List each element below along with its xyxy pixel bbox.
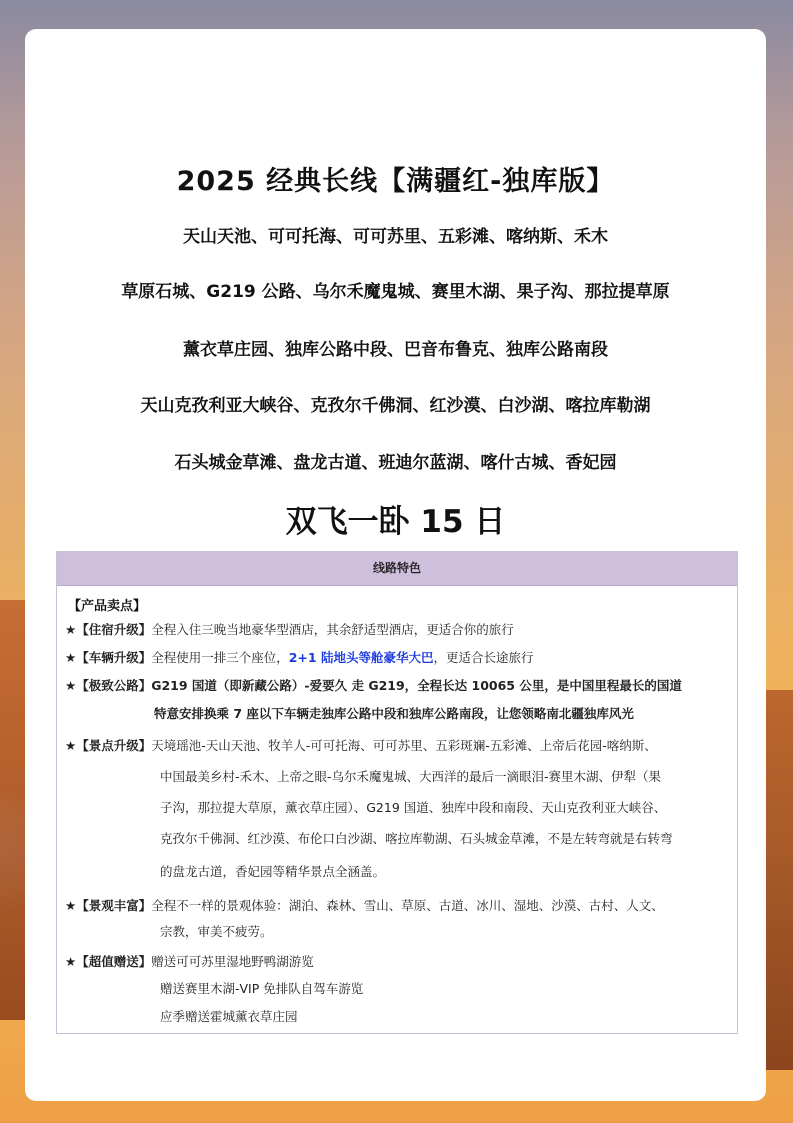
feature-text: ，更适合长途旅行 bbox=[433, 650, 534, 665]
feature-item-accommodation bbox=[65, 620, 514, 638]
features-header: 线路特色 bbox=[57, 552, 737, 586]
feature-label: ★【极致公路】 bbox=[65, 678, 152, 693]
route-line-4: 天山克孜利亚大峡谷、克孜尔千佛洞、红沙漠、白沙湖、喀拉库勒湖 bbox=[140, 396, 651, 416]
feature-item-road bbox=[65, 676, 682, 694]
feature-item-attractions bbox=[65, 736, 657, 754]
feature-label: ★【景点升级】 bbox=[65, 738, 152, 753]
route-line-1: 天山天池、可可托海、可可苏里、五彩滩、喀纳斯、禾木 bbox=[183, 227, 608, 247]
document-card bbox=[25, 29, 766, 1101]
feature-text-cont: 应季赠送霍城薰衣草庄园 bbox=[160, 1009, 298, 1024]
page-title: 2025 经典长线【满疆红-独库版】 bbox=[176, 166, 615, 197]
feature-label: ★【住宿升级】 bbox=[65, 622, 152, 637]
feature-item-gifts bbox=[65, 952, 314, 970]
feature-text-cont: 特意安排换乘 7 座以下车辆走独库公路中段和独库公路南段，让您领略南北疆独库风光 bbox=[154, 706, 634, 721]
trip-duration: 双飞一卧 15 日 bbox=[285, 504, 506, 540]
feature-text: 全程使用一排三个座位， bbox=[151, 650, 289, 665]
feature-item-vehicle bbox=[65, 648, 533, 666]
feature-text: 赠送可可苏里湿地野鸭湖游览 bbox=[151, 954, 314, 969]
feature-text-cont: 中国最美乡村-禾木、上帝之眼-乌尔禾魔鬼城、大西洋的最后一滴眼泪-赛里木湖、伊犁（果 bbox=[160, 769, 662, 784]
feature-text: 全程入住三晚当地豪华型酒店，其余舒适型酒店，更适合你的旅行 bbox=[151, 622, 514, 637]
feature-text-cont: 克孜尔千佛洞、红沙漠、布伦口白沙湖、喀拉库勒湖、石头城金草滩，不是左转弯就是右转弯 bbox=[160, 831, 673, 846]
feature-item-scenery bbox=[65, 896, 664, 914]
feature-highlight: 2+1 陆地头等舱豪华大巴 bbox=[288, 650, 434, 665]
feature-text-cont: 宗教，审美不疲劳。 bbox=[160, 924, 273, 939]
route-line-5: 石头城金草滩、盘龙古道、班迪尔蓝湖、喀什古城、香妃园 bbox=[174, 453, 617, 473]
section-title: 【产品卖点】 bbox=[68, 599, 147, 614]
feature-label: ★【景观丰富】 bbox=[65, 898, 152, 913]
feature-label: ★【车辆升级】 bbox=[65, 650, 152, 665]
feature-text-cont: 的盘龙古道，香妃园等精华景点全涵盖。 bbox=[160, 864, 386, 879]
feature-text: 全程不一样的景观体验：湖泊、森林、雪山、草原、古道、冰川、湿地、沙漠、古村、人文、 bbox=[151, 898, 664, 913]
feature-text: G219 国道（即新藏公路）-爱要久 走 G219，全程长达 10065 公里，是中国里程最长的国道 bbox=[151, 678, 682, 693]
feature-text-cont: 赠送赛里木湖-VIP 免排队自驾车游览 bbox=[160, 981, 364, 996]
feature-label: ★【超值赠送】 bbox=[65, 954, 152, 969]
feature-text-cont: 子沟，那拉提大草原，薰衣草庄园）、G219 国道、独库中段和南段、天山克孜利亚大峡谷、 bbox=[160, 800, 667, 815]
features-table bbox=[56, 551, 738, 1034]
route-line-2: 草原石城、G219 公路、乌尔禾魔鬼城、赛里木湖、果子沟、那拉提草原 bbox=[121, 282, 670, 302]
route-line-3: 薰衣草庄园、独库公路中段、巴音布鲁克、独库公路南段 bbox=[183, 340, 608, 360]
feature-text: 天境瑶池-天山天池、牧羊人-可可托海、可可苏里、五彩斑斓-五彩滩、上帝后花园-喀纳斯、 bbox=[151, 738, 657, 753]
